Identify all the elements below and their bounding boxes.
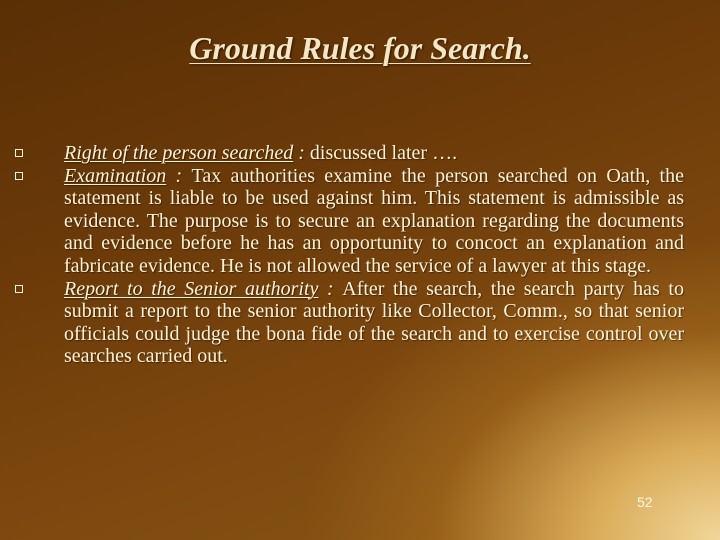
item-text: discussed later …. [309,142,458,164]
page-number: 52 [637,494,653,510]
item-heading: Examination [64,164,167,187]
item-heading: Report to the Senior authority [64,277,319,300]
slide-title: Ground Rules for Search. [189,30,531,66]
item-separator: : [166,164,192,187]
item-text: After the search, the search party has to submit a report to the senior authority like Collector, Comm., so that senior officials could judge the bona fide of the search and to exercise control over searches carried out. [64,277,684,368]
item-separator: : [318,277,343,300]
item-heading: Right of the person searched [64,142,294,164]
bullet-item-examination [64,165,684,278]
item-text: Tax authorities examine the person searched on Oath, the statement is liable to be used against him. This statement is admissible as evidence. The purpose is to secure an explanation regarding the documents and evidence before he has an opportunity to concoct an explanation and fabricate evidence. He is not allowed the service of a lawyer at this stage. [64,164,684,277]
hollow-square-bullet-icon [15,149,23,157]
bullet-item-right-of-person [64,142,684,165]
hollow-square-bullet-icon [15,285,23,293]
hollow-square-bullet-icon [15,172,23,180]
bullet-list [64,142,684,368]
bullet-item-report [64,278,684,368]
item-separator: : [293,142,310,164]
